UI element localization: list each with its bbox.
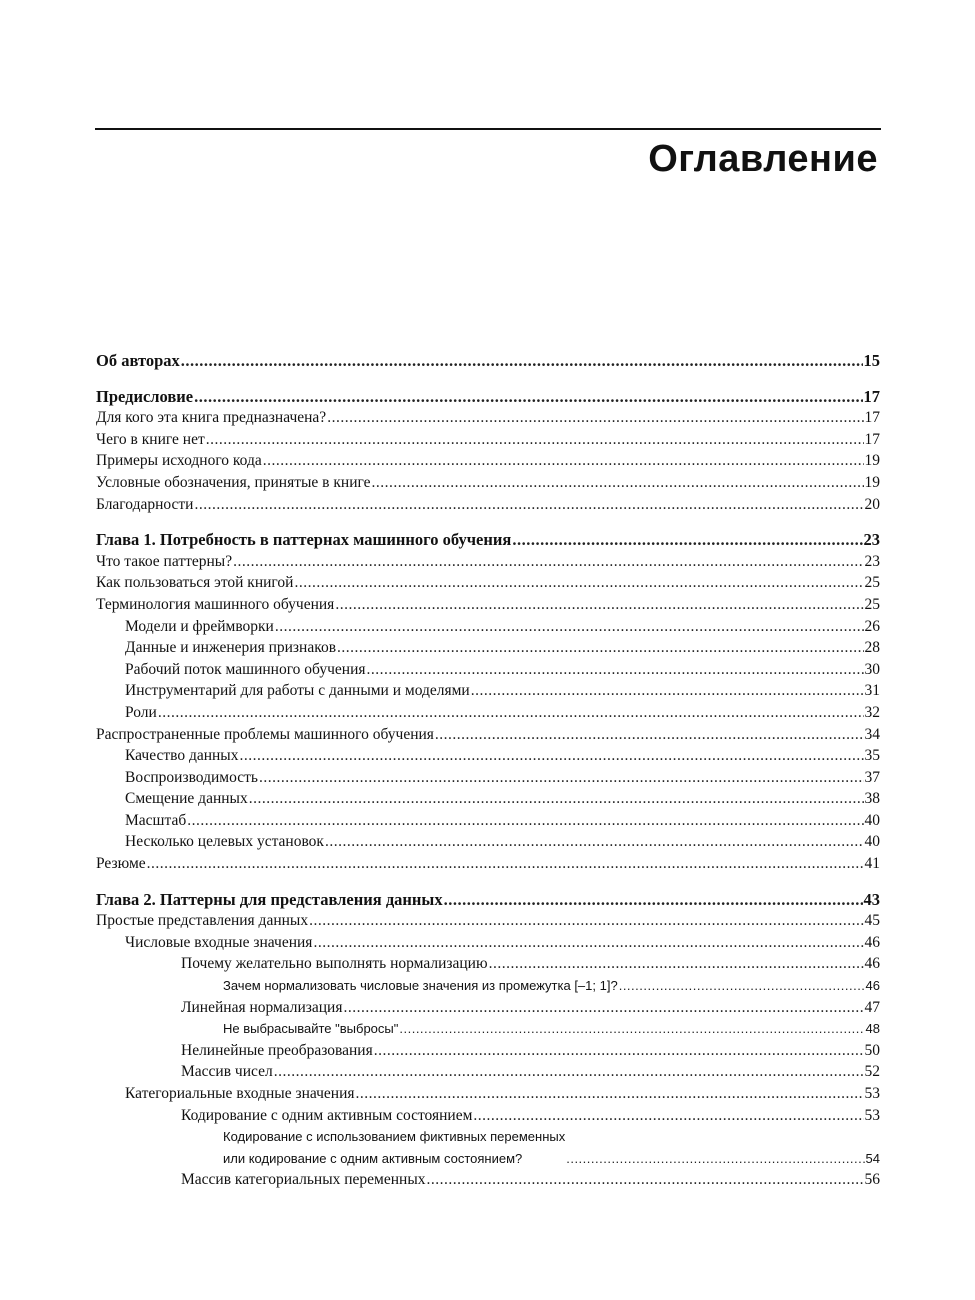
toc-entry-title: Что такое паттерны? — [96, 552, 233, 570]
toc-entry[interactable] — [96, 529, 880, 551]
toc-entry[interactable] — [96, 450, 880, 472]
toc-entry-title — [223, 1126, 565, 1169]
page-title: Оглавление — [648, 138, 878, 180]
toc-entry-title: Примеры исходного кода — [96, 452, 262, 470]
table-of-contents — [96, 350, 880, 1191]
dot-leader — [337, 637, 863, 659]
toc-entry[interactable] — [96, 910, 880, 932]
toc-page-number: 31 — [864, 682, 880, 700]
toc-entry-title: Категориальные входные значения — [125, 1085, 355, 1102]
toc-gap — [96, 372, 880, 386]
toc-entry[interactable] — [96, 1126, 880, 1169]
toc-entry[interactable] — [96, 702, 880, 724]
toc-entry-title: Распространенные проблемы машинного обучения — [96, 725, 434, 743]
toc-entry[interactable] — [96, 745, 880, 767]
toc-entry[interactable] — [96, 429, 880, 451]
toc-entry[interactable] — [96, 788, 880, 810]
toc-entry[interactable] — [96, 572, 880, 594]
toc-entry-title: Масштаб — [125, 811, 187, 829]
toc-entry[interactable] — [96, 472, 880, 494]
toc-entry[interactable] — [96, 350, 880, 372]
toc-page-number: 52 — [864, 1063, 880, 1081]
toc-page-number: 46 — [865, 978, 880, 994]
dot-leader — [435, 724, 864, 746]
toc-entry-title: Инструментарий для работы с данными и моделями — [125, 682, 470, 700]
dot-leader — [313, 932, 863, 954]
dot-leader — [335, 594, 863, 616]
toc-entry[interactable] — [96, 494, 880, 516]
toc-entry[interactable] — [96, 1105, 880, 1127]
toc-entry-title: Рабочий поток машинного обучения — [125, 660, 366, 678]
dot-leader — [444, 889, 863, 911]
toc-page-number: 17 — [864, 409, 880, 427]
toc-entry[interactable] — [96, 637, 880, 659]
toc-entry[interactable] — [96, 551, 880, 573]
dot-leader — [194, 386, 862, 408]
toc-entry-title: Резюме — [96, 855, 146, 873]
toc-entry-title: Кодирование с одним активным состоянием — [181, 1106, 473, 1124]
dot-leader — [473, 1105, 863, 1127]
toc-entry-title: Как пользоваться этой книгой — [96, 574, 294, 592]
dot-leader — [187, 810, 863, 832]
toc-entry[interactable] — [96, 767, 880, 789]
toc-entry-title: Условные обозначения, принятые в книге — [96, 473, 371, 491]
toc-entry[interactable] — [96, 724, 880, 746]
toc-page-number: 56 — [864, 1171, 880, 1189]
toc-entry[interactable] — [96, 810, 880, 832]
toc-page-number: 38 — [864, 790, 880, 808]
toc-entry-title: Зачем нормализовать числовые значения из промежутка [–1; 1]? — [223, 978, 618, 994]
toc-page-number: 30 — [864, 660, 880, 678]
toc-page-number: 25 — [864, 574, 880, 592]
toc-page-number: 47 — [864, 998, 880, 1016]
toc-entry[interactable] — [96, 1018, 880, 1040]
toc-entry-title: Предисловие — [96, 386, 194, 406]
dot-leader — [367, 659, 864, 681]
toc-page-number: 46 — [864, 933, 880, 951]
toc-entry-title: Не выбрасывайте "выбросы" — [223, 1021, 399, 1037]
dot-leader — [512, 529, 862, 551]
toc-entry-title: Массив чисел — [181, 1063, 273, 1081]
toc-entry[interactable] — [96, 616, 880, 638]
toc-entry-title: Модели и фреймворки — [125, 617, 274, 635]
dot-leader — [619, 975, 865, 997]
toc-page-number: 34 — [864, 725, 880, 743]
toc-entry-title-line: или кодирование с одним активным состоянием? — [223, 1150, 523, 1166]
toc-entry-title: Чего в книге нет — [96, 430, 205, 448]
dot-leader — [372, 472, 864, 494]
toc-entry-title: Глава 2. Паттерны для представления данных — [96, 889, 443, 909]
toc-entry-title-line: Кодирование с использованием фиктивных переменных — [223, 1129, 566, 1144]
toc-entry[interactable] — [96, 1040, 880, 1062]
toc-page-number: 54 — [865, 1150, 880, 1166]
toc-page-number: 26 — [864, 617, 880, 635]
toc-page-number: 41 — [864, 855, 880, 873]
toc-page-number: 46 — [864, 955, 880, 973]
dot-leader — [275, 616, 864, 638]
toc-entry[interactable] — [96, 975, 880, 997]
toc-entry[interactable] — [96, 932, 880, 954]
toc-page-number: 35 — [864, 747, 880, 765]
dot-leader — [206, 429, 864, 451]
toc-page-number: 28 — [864, 639, 880, 657]
dot-leader — [327, 407, 863, 429]
toc-entry[interactable] — [96, 407, 880, 429]
dot-leader — [274, 1061, 864, 1083]
toc-page-number: 37 — [864, 768, 880, 786]
toc-page-number: 23 — [864, 552, 880, 570]
dot-leader — [325, 831, 864, 853]
top-rule — [95, 128, 881, 130]
toc-page-number: 23 — [863, 530, 880, 550]
toc-page-number: 50 — [864, 1041, 880, 1059]
toc-page-number: 53 — [864, 1106, 880, 1124]
dot-leader — [158, 702, 864, 724]
dot-leader — [471, 680, 864, 702]
toc-page-number: 17 — [864, 430, 880, 448]
toc-page-number: 17 — [863, 386, 880, 406]
toc-entry[interactable] — [96, 831, 880, 853]
toc-entry[interactable] — [96, 594, 880, 616]
toc-entry[interactable] — [96, 659, 880, 681]
toc-page-number: 25 — [864, 595, 880, 613]
dot-leader — [233, 551, 863, 573]
toc-entry-title: Смещение данных — [125, 790, 248, 808]
toc-entry-title: Об авторах — [96, 351, 180, 370]
toc-page-number: 45 — [864, 912, 880, 930]
dot-leader — [239, 745, 863, 767]
toc-page-number: 53 — [864, 1085, 880, 1102]
dot-leader — [344, 997, 864, 1019]
toc-entry-title: Благодарности — [96, 495, 194, 513]
toc-page-number: 43 — [863, 889, 880, 909]
dot-leader — [294, 572, 863, 594]
toc-entry-title: Терминология машинного обучения — [96, 595, 335, 613]
toc-page-number: 20 — [864, 495, 880, 513]
toc-page-number: 19 — [864, 452, 880, 470]
toc-entry[interactable] — [96, 1169, 880, 1191]
dot-leader — [147, 853, 864, 875]
dot-leader — [399, 1018, 864, 1040]
dot-leader — [309, 910, 863, 932]
toc-entry[interactable] — [96, 953, 880, 975]
toc-entry[interactable] — [96, 889, 880, 911]
toc-entry-title: Качество данных — [125, 747, 239, 765]
dot-leader — [249, 788, 864, 810]
toc-page-number: 48 — [865, 1021, 880, 1037]
toc-gap — [96, 515, 880, 529]
toc-entry-title: Для кого эта книга предназначена? — [96, 409, 327, 427]
toc-entry[interactable] — [96, 1061, 880, 1083]
dot-leader — [427, 1169, 864, 1191]
toc-page-number: 40 — [864, 811, 880, 829]
toc-entry[interactable] — [96, 853, 880, 875]
toc-gap — [96, 875, 880, 889]
toc-entry[interactable] — [96, 997, 880, 1019]
toc-entry-title: Числовые входные значения — [125, 933, 313, 951]
toc-entry-title: Линейная нормализация — [181, 998, 343, 1016]
toc-entry[interactable] — [96, 680, 880, 702]
toc-entry-title: Нелинейные преобразования — [181, 1041, 373, 1059]
dot-leader — [374, 1040, 864, 1062]
toc-entry-title: Несколько целевых установок — [125, 833, 324, 851]
dot-leader — [263, 450, 864, 472]
toc-entry-title: Данные и инженерия признаков — [125, 639, 337, 657]
dot-leader — [566, 1148, 864, 1170]
dot-leader — [259, 767, 864, 789]
toc-entry-title: Почему желательно выполнять нормализацию — [181, 955, 488, 973]
dot-leader — [194, 494, 863, 516]
dot-leader — [489, 953, 864, 975]
toc-entry-title: Роли — [125, 703, 157, 721]
toc-entry-title: Глава 1. Потребность в паттернах машинного обучения — [96, 530, 512, 550]
toc-entry[interactable] — [96, 386, 880, 408]
dot-leader — [181, 350, 863, 372]
dot-leader — [356, 1083, 864, 1105]
toc-entry-title: Воспроизводимость — [125, 768, 258, 786]
toc-page-number: 32 — [864, 703, 880, 721]
toc-page-number: 40 — [864, 833, 880, 851]
toc-page-number: 15 — [863, 351, 880, 370]
toc-entry-title: Простые представления данных — [96, 912, 309, 930]
toc-page-number: 19 — [864, 473, 880, 491]
toc-entry-title: Массив категориальных переменных — [181, 1171, 426, 1189]
toc-entry[interactable] — [96, 1083, 880, 1105]
